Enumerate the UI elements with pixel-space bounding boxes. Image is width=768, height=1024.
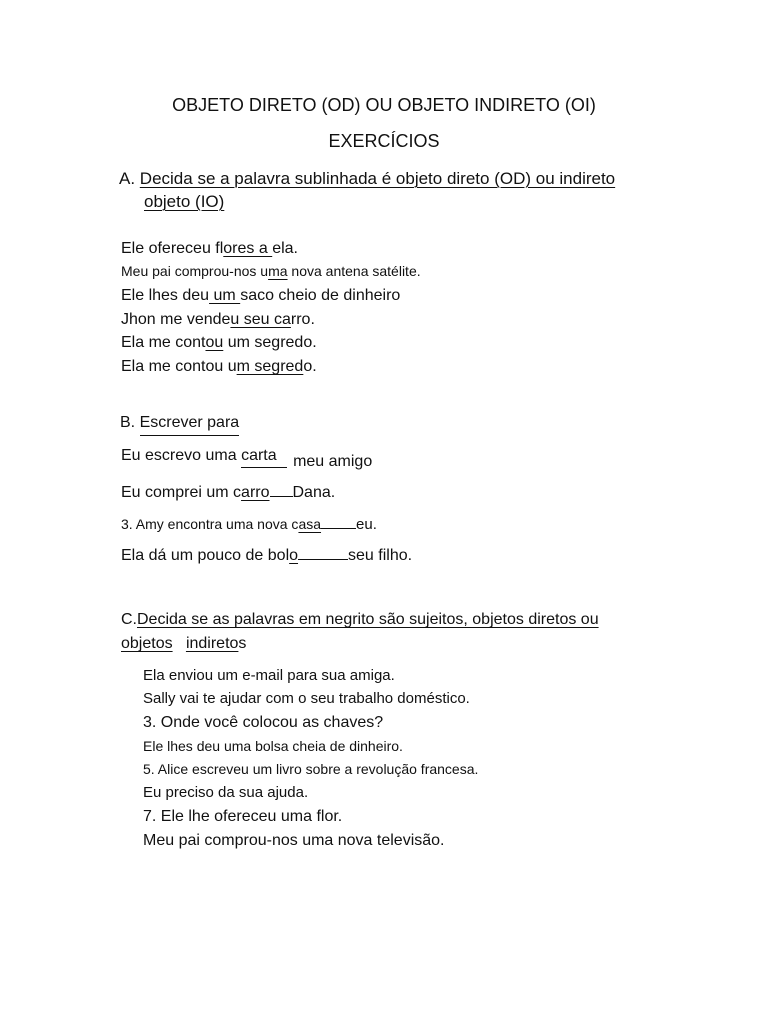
section-b-item: Eu comprei um carro Dana.	[121, 484, 336, 501]
section-c-item: Sally vai te ajudar com o seu trabalho doméstico.	[143, 690, 470, 707]
section-a-instruction	[119, 170, 615, 187]
section-a-item: Ele ofereceu flores a ela.	[121, 240, 298, 257]
section-b-instruction-text: Escrever para	[140, 415, 240, 436]
underlined-word: ou	[205, 334, 224, 351]
page-title: OBJETO DIRETO (OD) OU OBJETO INDIRETO (OI)	[172, 95, 596, 115]
section-c-item: 7. Ele lhe ofereceu uma flor.	[143, 808, 343, 825]
section-a-letter: A.	[119, 169, 136, 188]
underlined-word: um	[209, 287, 241, 304]
fill-blank[interactable]	[270, 495, 293, 497]
section-b-item: 3. Amy encontra uma nova casa eu.	[121, 516, 377, 533]
section-c-letter: C.	[121, 611, 137, 628]
section-c-item: Ele lhes deu uma bolsa cheia de dinheiro.	[143, 738, 403, 754]
section-b-item: Eu escrevo uma carta meu amigo	[121, 447, 373, 470]
fill-blank[interactable]: carta	[241, 448, 287, 468]
section-c-item: Eu preciso da sua ajuda.	[143, 784, 309, 801]
section-a-item: Ele lhes deu um saco cheio de dinheiro	[121, 287, 401, 304]
underlined-word: u seu ca	[230, 311, 291, 328]
section-c-instruction-line2: objetos indiretos	[121, 635, 247, 652]
section-c-item: Ela enviou um e-mail para sua amiga.	[143, 667, 395, 684]
section-b-instruction	[120, 415, 239, 436]
section-b-item: Ela dá um pouco de bolo seu filho.	[121, 547, 413, 564]
underlined-word: ores a	[223, 240, 273, 257]
underlined-word: m segred	[236, 358, 304, 375]
section-c-item: Meu pai comprou-nos uma nova televisão.	[143, 832, 445, 849]
section-c-item: 3. Onde você colocou as chaves?	[143, 714, 384, 731]
page-subtitle: EXERCÍCIOS	[328, 131, 440, 151]
section-a-instruction-line1: Decida se a palavra sublinhada é objeto direto (OD) ou indireto	[139, 169, 616, 188]
fill-blank[interactable]	[298, 558, 348, 560]
section-a-item: Jhon me vendeu seu carro.	[121, 311, 315, 328]
section-a-item: Ela me contou um segredo.	[121, 358, 317, 375]
section-c-instruction-line1: Decida se as palavras em negrito são sujeitos, objetos diretos ou	[137, 611, 599, 628]
section-a-item: Meu pai comprou-nos uma nova antena satélite.	[121, 263, 421, 279]
section-c-instruction	[121, 612, 599, 628]
section-b-letter: B.	[120, 414, 136, 431]
section-c-item: 5. Alice escreveu um livro sobre a revolução francesa.	[143, 761, 479, 777]
section-a-item: Ela me contou um segredo.	[121, 334, 317, 351]
fill-blank[interactable]	[321, 527, 356, 529]
section-a-instruction-line2: objeto (IO)	[144, 192, 225, 211]
underlined-word: ma	[268, 263, 288, 279]
